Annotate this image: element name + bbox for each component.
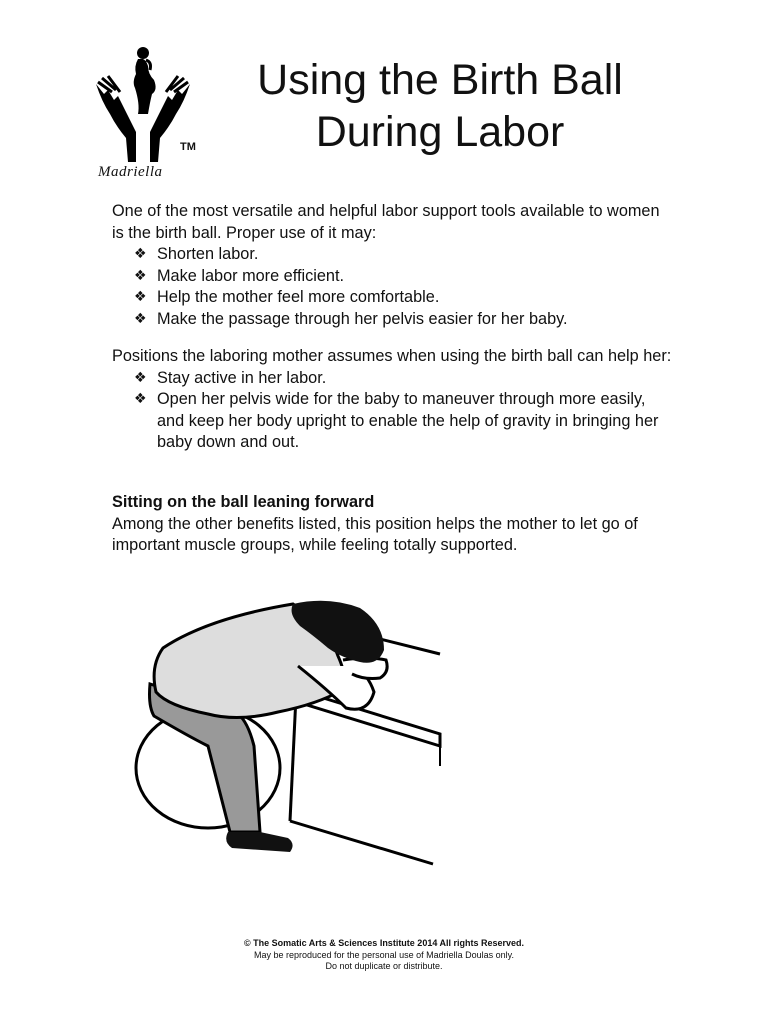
intro-section: [112, 201, 672, 330]
logo-name: Madriella: [98, 164, 163, 180]
woman-leaning-on-table-over-birth-ball-icon: [128, 596, 448, 871]
list-item: ❖ Open her pelvis wide for the baby to maneuver through more easily, and keep her body upright to enable the help of gravity in bringing her baby down and out.: [134, 389, 672, 454]
list-item: ❖ Make labor more efficient.: [134, 266, 672, 288]
list-item: ❖ Shorten labor.: [134, 244, 672, 266]
list-item: ❖ Make the passage through her pelvis easier for her baby.: [134, 309, 672, 331]
trademark-mark: TM: [180, 141, 196, 153]
sitting-section: [112, 492, 672, 557]
intro-bullet-list: [112, 244, 672, 330]
madriella-logo: [88, 44, 198, 184]
positions-section: [112, 346, 672, 454]
title-line-2: During Labor: [315, 108, 565, 156]
copyright-line: © The Somatic Arts & Sciences Institute 2014 All rights Reserved.: [243, 938, 525, 948]
usage-line: May be reproduced for the personal use of Madriella Doulas only.: [254, 949, 514, 960]
illustration: [128, 596, 448, 871]
list-item: ❖ Help the mother feel more comfortable.: [134, 287, 672, 309]
list-item: ❖ Stay active in her labor.: [134, 368, 672, 390]
intro-paragraph: One of the most versatile and helpful labor support tools available to women is the birth ball. Proper use of it may:: [112, 202, 660, 242]
sitting-heading: Sitting on the ball leaning forward: [112, 493, 375, 511]
title-line-1: Using the Birth Ball: [257, 56, 623, 104]
page-title: [225, 54, 655, 158]
footer: [0, 938, 768, 973]
positions-paragraph: Positions the laboring mother assumes when using the birth ball can help her:: [112, 347, 672, 365]
positions-bullet-list: [112, 368, 672, 454]
distribution-line: Do not duplicate or distribute.: [325, 961, 443, 971]
sitting-paragraph: Among the other benefits listed, this position helps the mother to let go of important muscle groups, while feeling totally supported.: [112, 514, 638, 554]
